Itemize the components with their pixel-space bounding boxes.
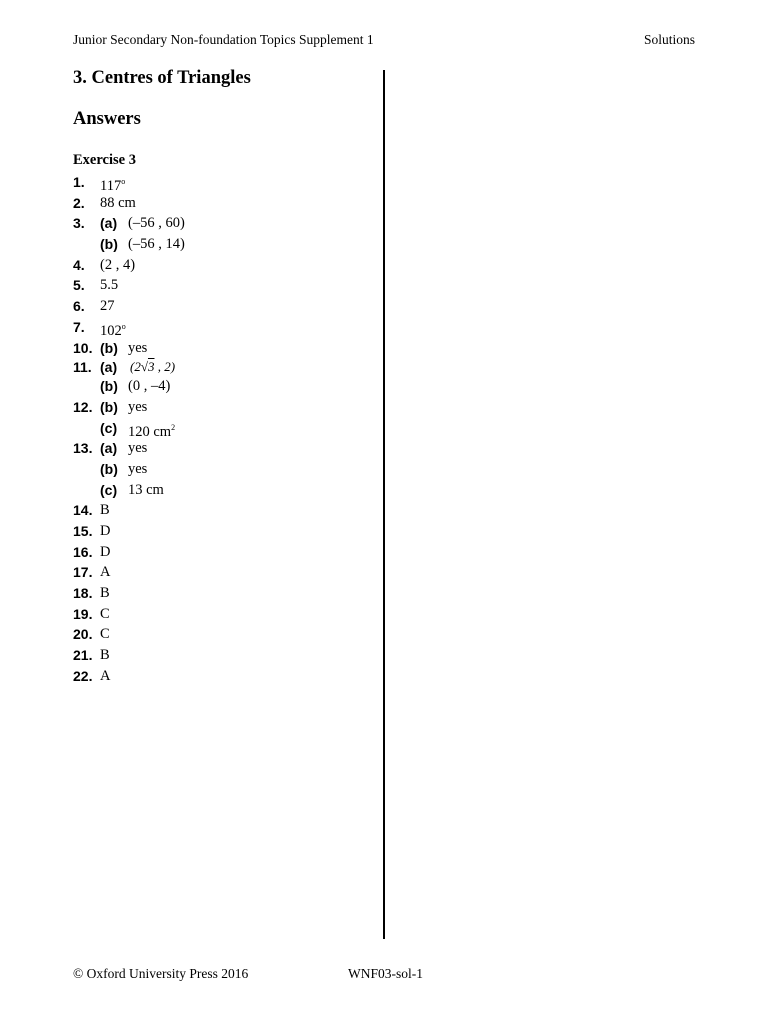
- answer-value: D: [100, 543, 111, 560]
- part-label: (c): [100, 481, 118, 498]
- part-label: (b): [100, 460, 118, 477]
- answer-row-19: [73, 604, 373, 625]
- answer-value: B: [100, 502, 110, 519]
- answer-value: 13 cm: [128, 481, 164, 498]
- question-number: 20.: [73, 626, 93, 643]
- answer-row-15: [73, 521, 373, 542]
- exercise-heading: Exercise 3: [73, 152, 136, 168]
- part-label: (b): [100, 339, 118, 356]
- answer-row-16: [73, 542, 373, 563]
- answer-value: C: [100, 626, 110, 643]
- answer-value: 5.5: [100, 277, 119, 294]
- part-label: (a): [100, 359, 118, 376]
- answer-row-12c: [73, 418, 373, 439]
- question-number: 16.: [73, 543, 93, 560]
- answer-value: B: [100, 647, 110, 664]
- header-book-title: Junior Secondary Non-foundation Topics Supplement 1: [73, 32, 374, 47]
- answer-row-2: [73, 193, 373, 214]
- answer-value: (–56 , 14): [128, 236, 185, 253]
- answer-row-7: [73, 317, 373, 338]
- squared-superscript: 2: [171, 422, 176, 432]
- part-label: (a): [100, 440, 118, 457]
- answer-value: 117$^o$: [100, 177, 126, 194]
- answer-value: C: [100, 605, 110, 622]
- footer-page-code: WNF03-sol-1: [348, 966, 423, 981]
- answer-row-22: [73, 666, 373, 687]
- degree-symbol: o: [121, 321, 126, 331]
- answer-value: yes: [128, 398, 148, 415]
- question-number: 10.: [73, 339, 93, 356]
- question-number: 13.: [73, 440, 93, 457]
- answer-value: A: [100, 667, 111, 684]
- answer-value: B: [100, 585, 110, 602]
- answer-row-13c: [73, 480, 373, 501]
- question-number: 12.: [73, 398, 93, 415]
- question-number: 6.: [73, 298, 85, 315]
- answer-row-13b: [73, 459, 373, 480]
- header-section-label: Solutions: [643, 32, 695, 47]
- answer-row-1: [73, 172, 373, 193]
- answer-value: A: [100, 564, 111, 581]
- answer-row-11b: [73, 376, 373, 397]
- answer-row-11a: [73, 358, 373, 376]
- answer-value: yes: [128, 339, 148, 356]
- part-label: (a): [100, 215, 118, 232]
- question-number: 3.: [73, 215, 85, 232]
- answer-row-12b: [73, 397, 373, 418]
- answer-value: 27: [100, 298, 115, 315]
- answer-value: 102$^o$: [100, 321, 126, 339]
- part-label: (c): [100, 419, 118, 436]
- question-number: 5.: [73, 277, 85, 294]
- answer-value: (2 , 4): [100, 256, 136, 273]
- question-number: 7.: [73, 318, 85, 335]
- answer-row-18: [73, 583, 373, 604]
- question-number: 2.: [73, 194, 85, 211]
- question-number: 22.: [73, 667, 93, 684]
- answer-row-6: [73, 296, 373, 317]
- column-divider: [383, 70, 385, 939]
- answer-value: (–56 , 60): [128, 215, 185, 232]
- part-label: (b): [100, 398, 118, 415]
- answer-value: (0 , –4): [128, 378, 171, 395]
- question-number: 11.: [73, 359, 92, 376]
- answer-value: yes: [128, 440, 148, 457]
- footer-copyright: © Oxford University Press 2016: [73, 966, 249, 981]
- answer-row-3a: [73, 213, 373, 234]
- degree-symbol: o: [121, 177, 126, 186]
- answer-row-4: [73, 255, 373, 276]
- question-number: 14.: [73, 502, 93, 519]
- answer-value: D: [100, 523, 111, 539]
- question-number: 1.: [73, 174, 85, 190]
- part-label: (b): [100, 378, 118, 395]
- answer-row-10b: [73, 338, 373, 359]
- question-number: 18.: [73, 585, 93, 602]
- answer-row-5: [73, 275, 373, 296]
- sqrt-symbol: √: [140, 359, 148, 375]
- answer-row-21: [73, 645, 373, 666]
- part-label: (b): [100, 236, 118, 253]
- question-number: 17.: [73, 564, 93, 581]
- answer-math-expression: (2√3 , 2): [130, 359, 176, 375]
- section-heading: Answers: [73, 109, 141, 129]
- chapter-title: 3. Centres of Triangles: [73, 68, 251, 88]
- question-number: 15.: [73, 523, 93, 539]
- answer-row-13a: [73, 438, 373, 459]
- answer-row-20: [73, 624, 373, 645]
- answer-value: 120 $cm^2$: [128, 422, 176, 440]
- answer-list: [73, 172, 373, 687]
- question-number: 19.: [73, 605, 93, 622]
- question-number: 21.: [73, 647, 93, 664]
- answer-row-14: [73, 500, 373, 521]
- question-number: 4.: [73, 256, 85, 273]
- answer-row-17: [73, 562, 373, 583]
- answer-value: yes: [128, 460, 148, 477]
- answer-row-3b: [73, 234, 373, 255]
- answer-value: 88 cm: [100, 194, 136, 211]
